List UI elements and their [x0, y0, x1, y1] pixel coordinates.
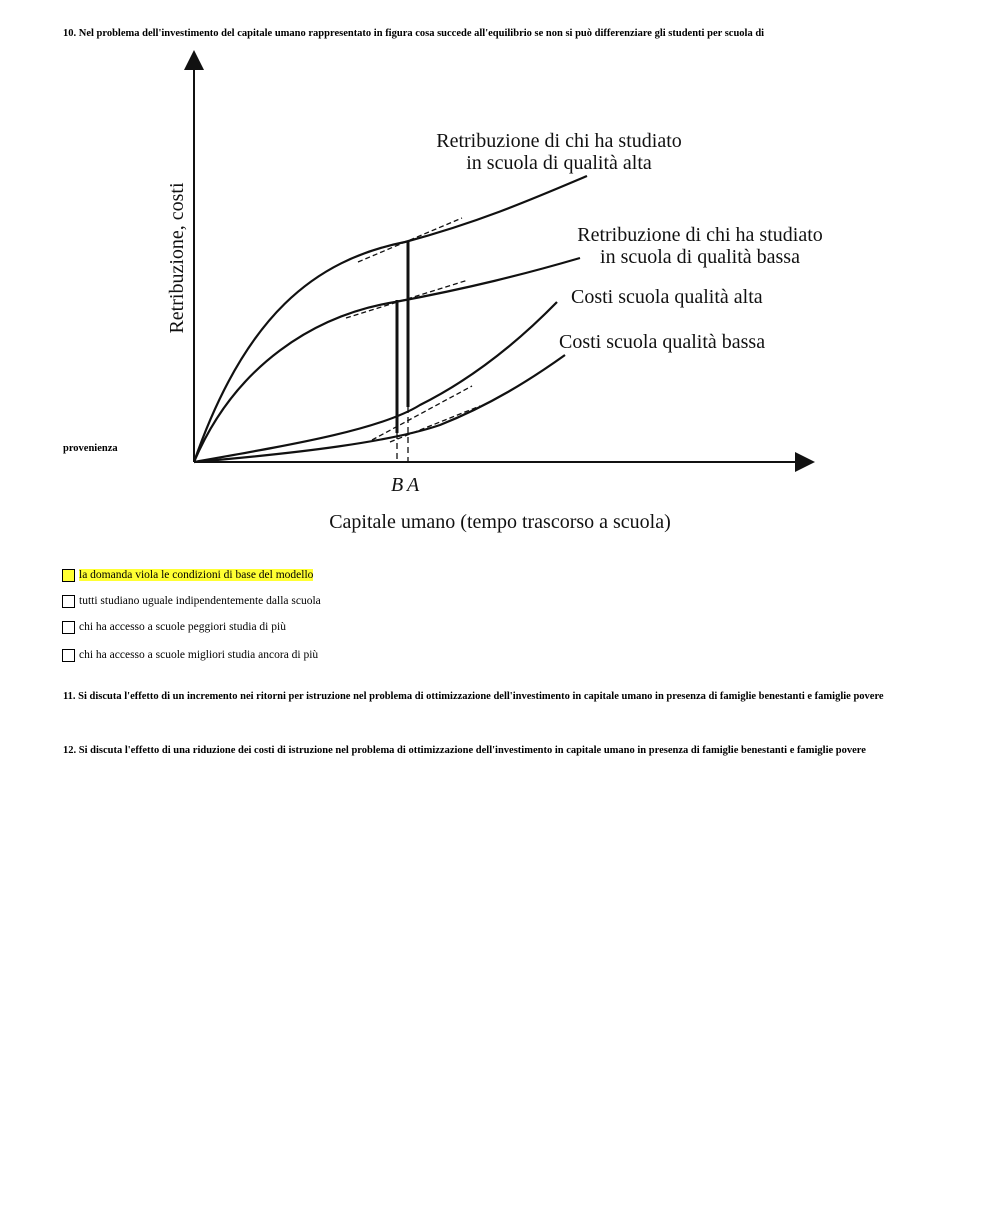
- label-costi-alta: Costi scuola qualità alta: [571, 286, 763, 308]
- checkbox[interactable]: [62, 621, 75, 634]
- question-10-tail: provenienza: [63, 443, 118, 454]
- checkbox[interactable]: [62, 649, 75, 662]
- label-ret-bassa-line2: in scuola di qualità bassa: [600, 246, 800, 268]
- answer-option-label: tutti studiano uguale indipendentemente dalla scuola: [79, 595, 321, 607]
- tangent-costi-alta: [372, 386, 472, 440]
- y-axis-label: Retribuzione, costi: [166, 182, 188, 334]
- answer-option-4[interactable]: [62, 647, 318, 663]
- answer-option-2[interactable]: [62, 593, 321, 609]
- tangent-ret-alta: [358, 218, 462, 262]
- answer-option-label: chi ha accesso a scuole peggiori studia di più: [79, 621, 286, 633]
- marker-a-label: A: [407, 474, 420, 496]
- label-ret-alta-line1: Retribuzione di chi ha studiato: [436, 130, 682, 152]
- answer-option-3[interactable]: [62, 619, 286, 635]
- checkbox[interactable]: [62, 569, 75, 582]
- answer-option-label: la domanda viola le condizioni di base del modello: [79, 569, 314, 581]
- human-capital-chart: [150, 50, 850, 540]
- label-ret-bassa-line1: Retribuzione di chi ha studiato: [577, 224, 823, 246]
- marker-b-label: B: [391, 474, 404, 496]
- answer-option-1[interactable]: [62, 567, 313, 583]
- curve-costi-bassa: [194, 355, 565, 462]
- x-axis-label: Capitale umano (tempo trascorso a scuola): [329, 511, 671, 533]
- answer-option-label: chi ha accesso a scuole migliori studia ancora di più: [79, 649, 319, 661]
- label-ret-alta-line2: in scuola di qualità alta: [466, 152, 652, 174]
- human-capital-figure: [150, 50, 850, 545]
- question-12-text: 12. Si discuta l'effetto di una riduzione dei costi di istruzione nel problema di ottimizzazione dell'investimento in capitale umano in presenza di famiglie benestanti e famiglie povere: [63, 745, 866, 756]
- label-costi-bassa: Costi scuola qualità bassa: [559, 331, 766, 353]
- question-10-text: 10. Nel problema dell'investimento del capitale umano rappresentato in figura cosa succede all'equilibrio se non si può differenziare gli studenti per scuola di: [63, 28, 765, 39]
- checkbox[interactable]: [62, 595, 75, 608]
- tangent-costi-bassa: [390, 406, 480, 442]
- question-11-text: 11. Si discuta l'effetto di un incremento nei ritorni per istruzione nel problema di ottimizzazione dell'investimento in capitale umano in presenza di famiglie benestanti e famiglie povere: [63, 691, 884, 702]
